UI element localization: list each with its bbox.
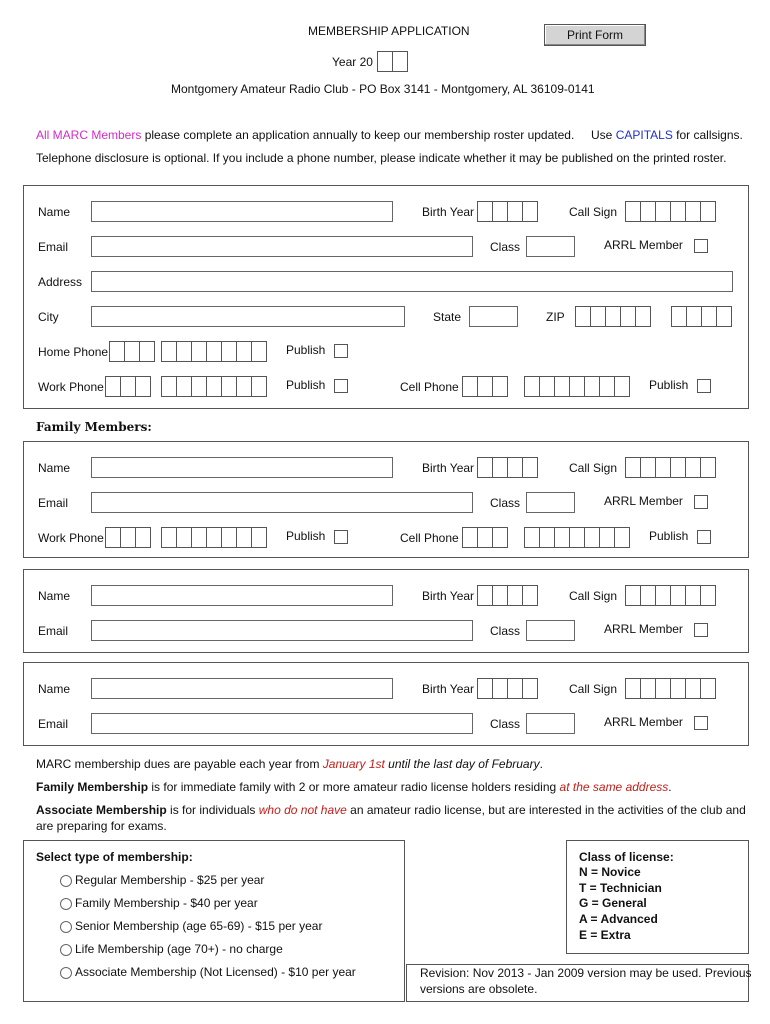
license-class-heading: Class of license:	[579, 850, 674, 864]
dues-line	[36, 757, 543, 771]
cell-phone-area[interactable]	[462, 376, 508, 397]
family1-cell-publish-label: Publish	[649, 529, 689, 543]
revision-line2: versions are obsolete.	[420, 982, 538, 996]
family1-work-publish-checkbox[interactable]	[334, 530, 348, 544]
family3-class-input[interactable]	[526, 713, 575, 734]
associate-text2: an amateur radio license, but are interested in the activities of the club and	[346, 803, 746, 817]
license-extra: E = Extra	[579, 928, 631, 942]
family1-cell-phone-area[interactable]	[462, 527, 508, 548]
dues-end-month: February	[491, 757, 540, 771]
family3-class-label: Class	[490, 717, 521, 731]
family2-class-input[interactable]	[526, 620, 575, 641]
family3-email-label: Email	[38, 717, 69, 731]
regular-membership-label: Regular Membership - $25 per year	[75, 873, 265, 887]
use-text: Use	[591, 128, 616, 142]
zip-plus4-input[interactable]	[671, 306, 732, 327]
capitals-text: CAPITALS	[615, 128, 673, 142]
home-phone-number[interactable]	[161, 341, 267, 362]
work-phone-label: Work Phone	[38, 380, 104, 394]
family1-cell-phone-number[interactable]	[524, 527, 630, 548]
telephone-note: Telephone disclosure is optional. If you include a phone number, please indicate whether it may be published on the printed roster.	[36, 151, 727, 165]
home-phone-area[interactable]	[109, 341, 155, 362]
name-input[interactable]	[91, 201, 393, 222]
all-members-text: All MARC Members	[36, 128, 142, 142]
family3-name-label: Name	[38, 682, 71, 696]
family3-call-sign-label: Call Sign	[569, 682, 618, 696]
family2-arrl-checkbox[interactable]	[694, 623, 708, 637]
city-label: City	[38, 310, 59, 324]
family2-call-sign-label: Call Sign	[569, 589, 618, 603]
family2-class-label: Class	[490, 624, 521, 638]
city-input[interactable]	[91, 306, 405, 327]
club-address: Montgomery Amateur Radio Club - PO Box 3141 - Montgomery, AL 36109-0141	[171, 82, 595, 96]
family1-arrl-checkbox[interactable]	[694, 495, 708, 509]
family-membership-end: .	[668, 780, 672, 794]
license-general: G = General	[579, 896, 647, 910]
license-novice: N = Novice	[579, 865, 641, 879]
work-publish-label: Publish	[286, 378, 326, 392]
family2-call-sign-input[interactable]	[625, 585, 716, 606]
cell-phone-label: Cell Phone	[400, 380, 459, 394]
family1-name-input[interactable]	[91, 457, 393, 478]
address-input[interactable]	[91, 271, 733, 292]
family1-name-label: Name	[38, 461, 71, 475]
email-label: Email	[38, 240, 69, 254]
family3-birth-year-input[interactable]	[477, 678, 538, 699]
associate-membership-line	[36, 803, 746, 817]
family1-call-sign-label: Call Sign	[569, 461, 618, 475]
associate-no-license: who do not have	[258, 803, 347, 817]
home-publish-label: Publish	[286, 343, 326, 357]
family-membership-line	[36, 780, 672, 794]
call-sign-input[interactable]	[625, 201, 716, 222]
dues-text-a: MARC membership dues are payable each year from	[36, 757, 323, 771]
family1-cell-publish-checkbox[interactable]	[697, 530, 711, 544]
name-label: Name	[38, 205, 71, 219]
associate-membership-label: Associate Membership (Not Licensed) - $10 per year	[75, 965, 356, 979]
license-technician: T = Technician	[579, 881, 662, 895]
class-input[interactable]	[526, 236, 575, 257]
state-label: State	[433, 310, 462, 324]
family-membership-address: at the same address	[559, 780, 669, 794]
associate-membership-term: Associate Membership	[36, 803, 167, 817]
home-phone-label: Home Phone	[38, 345, 109, 359]
page-title: MEMBERSHIP APPLICATION	[308, 24, 470, 38]
family-membership-radio[interactable]	[60, 898, 72, 910]
family2-birth-year-input[interactable]	[477, 585, 538, 606]
family1-email-input[interactable]	[91, 492, 473, 513]
associate-text: is for individuals	[166, 803, 259, 817]
family1-work-phone-area[interactable]	[105, 527, 151, 548]
work-phone-area[interactable]	[105, 376, 151, 397]
intro-line	[36, 128, 574, 142]
family-members-heading: Family Members:	[36, 420, 152, 434]
family1-work-publish-label: Publish	[286, 529, 326, 543]
family2-arrl-label: ARRL Member	[604, 622, 683, 636]
senior-membership-radio[interactable]	[60, 921, 72, 933]
family3-call-sign-input[interactable]	[625, 678, 716, 699]
arrl-member-label: ARRL Member	[604, 238, 683, 252]
family3-name-input[interactable]	[91, 678, 393, 699]
senior-membership-label: Senior Membership (age 65-69) - $15 per year	[75, 919, 323, 933]
cell-publish-checkbox[interactable]	[697, 379, 711, 393]
associate-membership-radio[interactable]	[60, 967, 72, 979]
email-input[interactable]	[91, 236, 473, 257]
family1-class-label: Class	[490, 496, 521, 510]
family-membership-text: is for immediate family with 2 or more amateur radio license holders residing	[148, 780, 560, 794]
home-publish-checkbox[interactable]	[334, 344, 348, 358]
family2-name-label: Name	[38, 589, 71, 603]
life-membership-radio[interactable]	[60, 944, 72, 956]
instruction-text: please complete an application annually to keep our membership roster updated.	[141, 128, 575, 142]
family1-call-sign-input[interactable]	[625, 457, 716, 478]
dues-text-e: .	[539, 757, 543, 771]
family2-birth-year-label: Birth Year	[422, 589, 475, 603]
family-membership-term: Family Membership	[36, 780, 149, 794]
associate-membership-line2: are preparing for exams.	[36, 819, 167, 833]
family1-work-phone-number[interactable]	[161, 527, 267, 548]
family3-arrl-label: ARRL Member	[604, 715, 683, 729]
zip-label: ZIP	[546, 310, 565, 324]
family2-name-input[interactable]	[91, 585, 393, 606]
state-input[interactable]	[469, 306, 518, 327]
regular-membership-radio[interactable]	[60, 875, 72, 887]
revision-line1: Revision: Nov 2013 - Jan 2009 version may be used. Previous	[420, 966, 752, 980]
year-input[interactable]	[377, 51, 408, 72]
family1-birth-year-label: Birth Year	[422, 461, 475, 475]
family3-birth-year-label: Birth Year	[422, 682, 475, 696]
class-label: Class	[490, 240, 521, 254]
work-phone-number[interactable]	[161, 376, 267, 397]
zip-input[interactable]	[575, 306, 651, 327]
family1-email-label: Email	[38, 496, 69, 510]
family1-work-phone-label: Work Phone	[38, 531, 104, 545]
birth-year-input[interactable]	[477, 201, 538, 222]
year-label: Year 20	[332, 55, 373, 69]
family1-class-input[interactable]	[526, 492, 575, 513]
life-membership-label: Life Membership (age 70+) - no charge	[75, 942, 283, 956]
family2-email-label: Email	[38, 624, 69, 638]
dues-start-date: January 1st	[322, 757, 385, 771]
birth-year-label: Birth Year	[422, 205, 475, 219]
family-membership-label: Family Membership - $40 per year	[75, 896, 258, 910]
call-sign-label: Call Sign	[569, 205, 618, 219]
arrl-member-checkbox[interactable]	[694, 239, 708, 253]
family1-birth-year-input[interactable]	[477, 457, 538, 478]
capitals-note	[591, 128, 743, 142]
membership-type-heading: Select type of membership:	[36, 850, 193, 864]
address-label: Address	[38, 275, 83, 289]
dues-text-c: until the last day of	[384, 757, 492, 771]
for-callsigns-text: for callsigns.	[672, 128, 743, 142]
family2-email-input[interactable]	[91, 620, 473, 641]
work-publish-checkbox[interactable]	[334, 379, 348, 393]
cell-phone-number[interactable]	[524, 376, 630, 397]
family3-arrl-checkbox[interactable]	[694, 716, 708, 730]
family1-cell-phone-label: Cell Phone	[400, 531, 459, 545]
family1-arrl-label: ARRL Member	[604, 494, 683, 508]
cell-publish-label: Publish	[649, 378, 689, 392]
family3-email-input[interactable]	[91, 713, 473, 734]
print-form-button[interactable]: Print Form	[544, 24, 646, 46]
license-advanced: A = Advanced	[579, 912, 658, 926]
